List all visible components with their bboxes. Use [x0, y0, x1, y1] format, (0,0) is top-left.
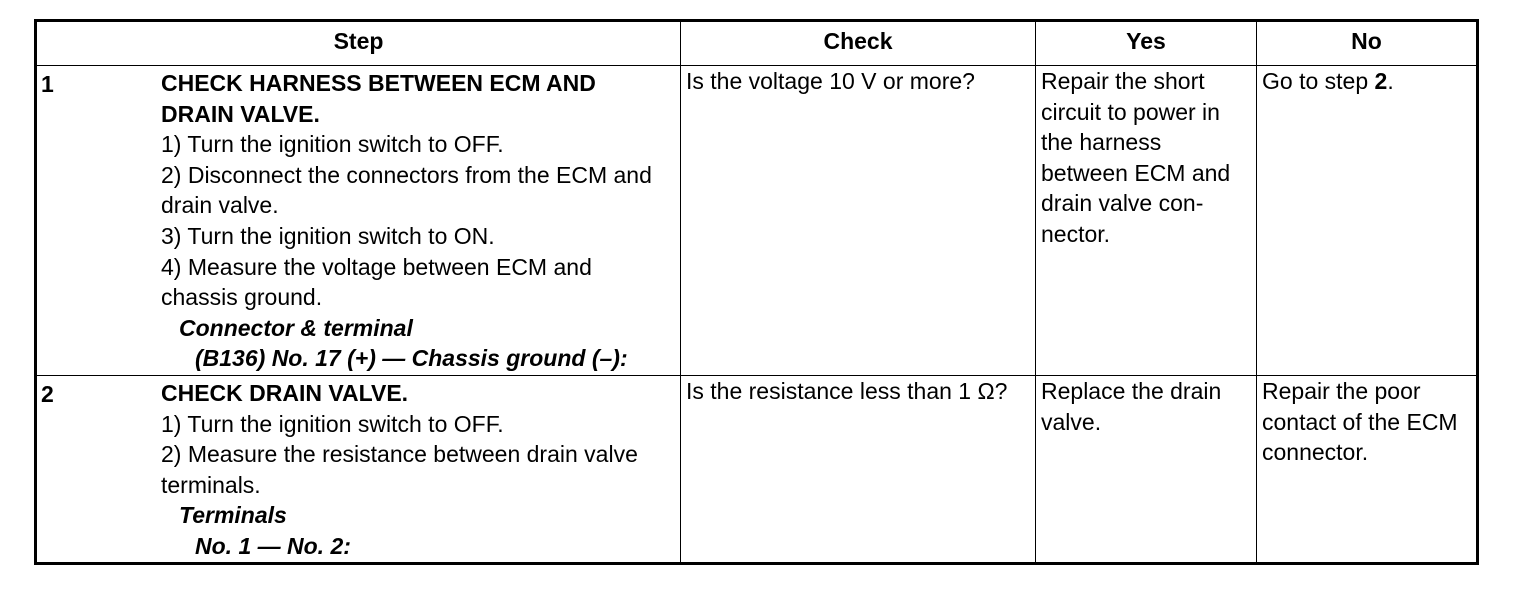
- step-number: 1: [41, 71, 54, 97]
- no-prefix: Go to step: [1262, 68, 1375, 94]
- diagnostic-table: [34, 19, 1479, 565]
- yes-cell: Repair the short circuit to power in the harness between ECM and drain valve con-nector.: [1036, 66, 1257, 376]
- next-step-number: 2: [1374, 68, 1388, 94]
- step-number: 2: [41, 381, 54, 407]
- header-step: Step: [36, 21, 681, 66]
- header-row: [36, 21, 1478, 66]
- header-yes: Yes: [1036, 21, 1257, 66]
- terminals-value: No. 1 — No. 2:: [195, 532, 351, 559]
- terminals-label: Terminals: [179, 502, 287, 529]
- step-title: CHECK HARNESS BETWEEN ECM AND DRAIN VALVE.: [161, 70, 596, 127]
- step-instruction: 3) Turn the ignition switch to ON.: [161, 222, 495, 249]
- step-title: CHECK DRAIN VALVE.: [161, 380, 409, 406]
- step-cell: [36, 376, 681, 564]
- check-cell: Is the voltage 10 V or more?: [681, 66, 1036, 376]
- step-instruction: 2) Disconnect the connectors from the ECM and drain valve.: [161, 161, 652, 219]
- no-suffix: .: [1387, 68, 1394, 94]
- step-instruction: 1) Turn the ignition switch to OFF.: [161, 410, 504, 437]
- step-instruction: 2) Measure the resistance between drain valve terminals.: [161, 441, 638, 498]
- connector-terminal-label: Connector & terminal: [179, 314, 413, 341]
- step-instruction: 1) Turn the ignition switch to OFF.: [161, 131, 504, 158]
- no-cell: Repair the poor contact of the ECM connector.: [1257, 376, 1478, 564]
- yes-cell: Replace the drain valve.: [1036, 376, 1257, 564]
- no-cell: [1257, 66, 1478, 376]
- header-check: Check: [681, 21, 1036, 66]
- check-cell: Is the resistance less than 1 Ω?: [681, 376, 1036, 564]
- step-cell: [36, 66, 681, 376]
- header-no: No: [1257, 21, 1478, 66]
- connector-terminal-value: (B136) No. 17 (+) — Chassis ground (–):: [195, 345, 628, 372]
- table-row: [36, 376, 1478, 564]
- step-instruction: 4) Measure the voltage between ECM and chassis ground.: [161, 253, 592, 311]
- table-row: [36, 66, 1478, 376]
